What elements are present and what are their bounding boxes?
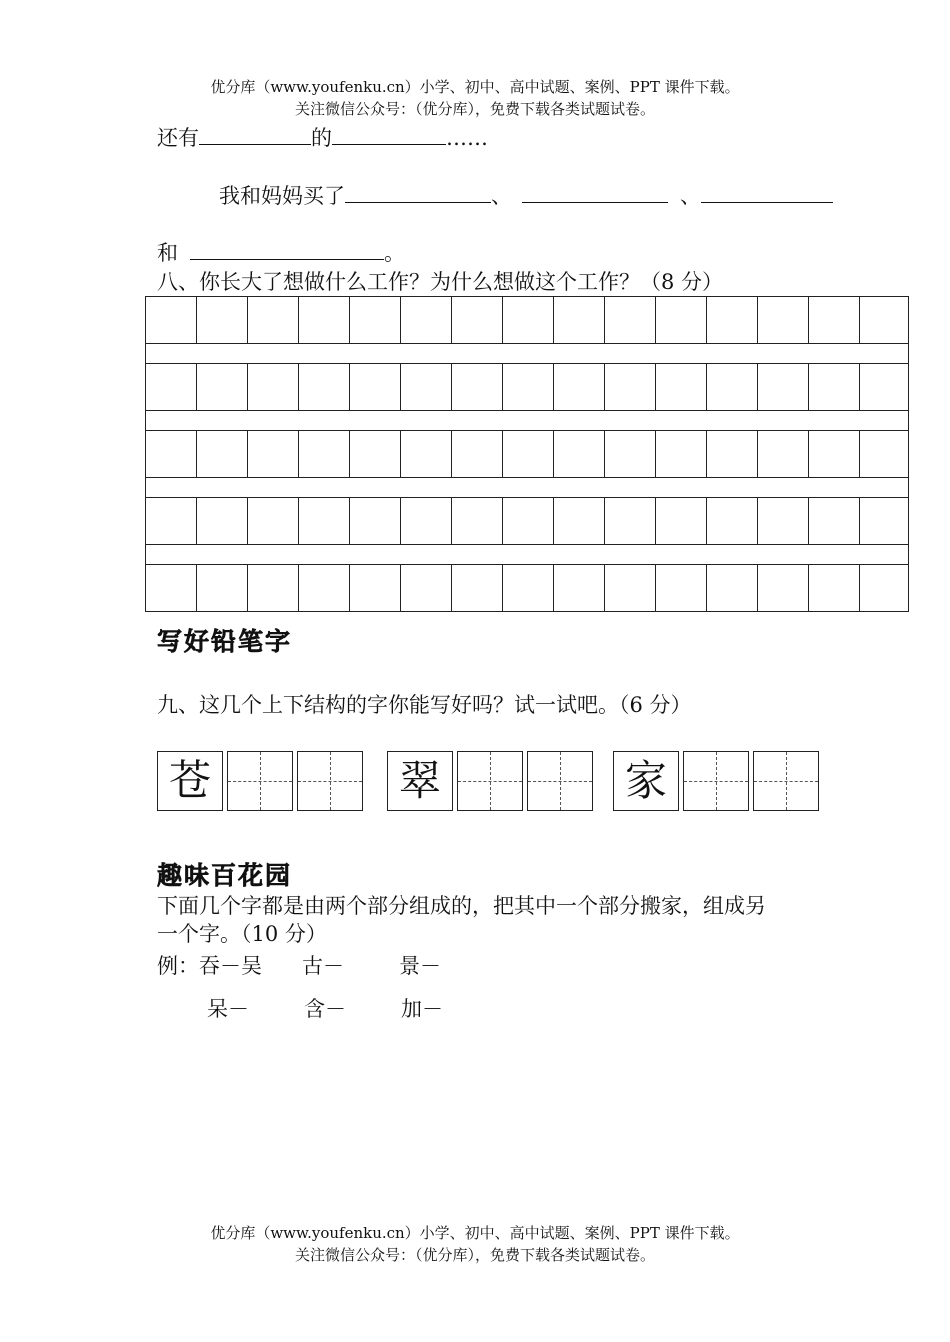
grid-cell[interactable] — [350, 364, 401, 411]
q10-item[interactable]: 景－ — [399, 954, 441, 978]
fill-text-bought: 我和妈妈买了 — [219, 184, 345, 208]
q8-title: 八、你长大了想做什么工作？为什么想做这个工作？（8 分） — [157, 270, 724, 294]
grid-cell[interactable] — [248, 498, 299, 545]
q10-example-row — [157, 951, 441, 981]
grid-cell[interactable] — [503, 297, 554, 344]
grid-cell[interactable] — [350, 565, 401, 612]
grid-cell[interactable] — [503, 565, 554, 612]
grid-cell[interactable] — [656, 431, 707, 478]
grid-cell[interactable] — [452, 498, 503, 545]
grid-cell[interactable] — [146, 565, 197, 612]
grid-cell[interactable] — [299, 431, 350, 478]
grid-cell[interactable] — [707, 431, 758, 478]
grid-cell[interactable] — [554, 297, 605, 344]
grid-cell[interactable] — [197, 431, 248, 478]
grid-cell[interactable] — [605, 364, 656, 411]
blank-4[interactable] — [522, 178, 668, 203]
grid-cell[interactable] — [707, 364, 758, 411]
blank-3[interactable] — [345, 178, 491, 203]
blank-5[interactable] — [701, 178, 833, 203]
grid-cell[interactable] — [299, 297, 350, 344]
section-heading-garden: 趣味百花园 — [157, 861, 293, 890]
grid-cell[interactable] — [401, 565, 452, 612]
grid-spacer-row — [146, 545, 909, 565]
tianzige-practice-box[interactable] — [527, 751, 593, 811]
header-line-1: 优分库（www.youfenku.cn）小学、初中、高中试题、案例、PPT 课件下载。 — [210, 78, 740, 96]
grid-cell[interactable] — [401, 364, 452, 411]
grid-cell[interactable] — [503, 431, 554, 478]
q10-instruction-2: 一个字。（10 分） — [157, 922, 327, 946]
grid-cell[interactable] — [554, 364, 605, 411]
grid-cell[interactable] — [860, 297, 909, 344]
grid-cell[interactable] — [860, 565, 909, 612]
grid-cell[interactable] — [197, 297, 248, 344]
fill-text-he: 和 — [157, 241, 178, 265]
grid-row — [146, 431, 909, 478]
blank-6[interactable] — [190, 235, 384, 260]
grid-cell[interactable] — [146, 364, 197, 411]
tianzige-model-box — [387, 751, 453, 811]
grid-cell[interactable] — [554, 565, 605, 612]
example-pair: 吞－吴 — [199, 954, 262, 978]
q9-title: 九、这几个上下结构的字你能写好吗？试一试吧。（6 分） — [157, 693, 692, 717]
grid-cell[interactable] — [299, 364, 350, 411]
model-char-1: 苍 — [158, 752, 222, 810]
grid-row — [146, 364, 909, 411]
grid-cell[interactable] — [554, 431, 605, 478]
grid-cell[interactable] — [758, 297, 809, 344]
grid-spacer-row — [146, 478, 909, 498]
q10-item[interactable]: 呆－ — [207, 997, 249, 1021]
header-line-2: 关注微信公众号：（优分库），免费下载各类试题试卷。 — [294, 100, 655, 118]
grid-cell[interactable] — [809, 565, 860, 612]
grid-cell[interactable] — [707, 498, 758, 545]
grid-cell[interactable] — [860, 498, 909, 545]
tianzige-row — [157, 751, 822, 813]
tianzige-practice-box[interactable] — [683, 751, 749, 811]
fill-line-1 — [157, 120, 488, 153]
grid-cell[interactable] — [452, 364, 503, 411]
grid-cell[interactable] — [248, 431, 299, 478]
grid-cell[interactable] — [452, 431, 503, 478]
grid-cell[interactable] — [401, 431, 452, 478]
grid-cell[interactable] — [248, 297, 299, 344]
section-heading-pencil: 写好铅笔字 — [157, 627, 293, 656]
blank-1[interactable] — [199, 120, 311, 145]
grid-cell[interactable] — [197, 364, 248, 411]
grid-cell[interactable] — [452, 297, 503, 344]
grid-cell[interactable] — [605, 498, 656, 545]
tianzige-model-box — [157, 751, 223, 811]
grid-cell[interactable] — [401, 297, 452, 344]
tianzige-model-box — [613, 751, 679, 811]
q10-item[interactable]: 加－ — [401, 997, 443, 1021]
separator-1: 、 — [491, 184, 512, 208]
fill-text-haiyou: 还有 — [157, 126, 199, 150]
model-char-2: 翠 — [388, 752, 452, 810]
fill-text-ellipsis: …… — [446, 126, 488, 150]
grid-cell[interactable] — [350, 431, 401, 478]
grid-cell[interactable] — [656, 498, 707, 545]
model-char-3: 家 — [614, 752, 678, 810]
writing-grid — [145, 296, 909, 612]
grid-cell[interactable] — [350, 498, 401, 545]
grid-cell[interactable] — [605, 565, 656, 612]
grid-cell[interactable] — [248, 565, 299, 612]
grid-cell[interactable] — [299, 498, 350, 545]
grid-spacer-row — [146, 344, 909, 364]
grid-cell[interactable] — [758, 364, 809, 411]
tianzige-practice-box[interactable] — [227, 751, 293, 811]
grid-cell[interactable] — [146, 431, 197, 478]
grid-cell[interactable] — [860, 431, 909, 478]
grid-cell[interactable] — [656, 565, 707, 612]
fill-line-3 — [157, 235, 405, 268]
separator-2: 、 — [680, 184, 701, 208]
grid-cell[interactable] — [758, 431, 809, 478]
fill-line-2 — [219, 178, 833, 211]
grid-cell[interactable] — [656, 364, 707, 411]
grid-cell[interactable] — [758, 565, 809, 612]
footer-line-1: 优分库（www.youfenku.cn）小学、初中、高中试题、案例、PPT 课件下载。 — [210, 1224, 740, 1242]
q10-item[interactable]: 古－ — [302, 954, 344, 978]
grid-cell[interactable] — [197, 498, 248, 545]
grid-cell[interactable] — [656, 297, 707, 344]
grid-row — [146, 498, 909, 545]
footer-line-2: 关注微信公众号：（优分库），免费下载各类试题试卷。 — [294, 1246, 655, 1264]
grid-cell[interactable] — [503, 498, 554, 545]
fill-text-de: 的 — [311, 126, 332, 150]
grid-row — [146, 297, 909, 344]
grid-cell[interactable] — [146, 498, 197, 545]
tianzige-practice-box[interactable] — [297, 751, 363, 811]
grid-cell[interactable] — [707, 297, 758, 344]
grid-cell[interactable] — [248, 364, 299, 411]
grid-cell[interactable] — [809, 431, 860, 478]
grid-cell[interactable] — [605, 431, 656, 478]
grid-cell[interactable] — [605, 297, 656, 344]
grid-cell[interactable] — [503, 364, 554, 411]
q10-item[interactable]: 含－ — [304, 997, 346, 1021]
grid-cell[interactable] — [554, 498, 605, 545]
q10-row-2 — [207, 994, 443, 1024]
fill-text-period: 。 — [384, 241, 405, 265]
grid-cell[interactable] — [809, 364, 860, 411]
grid-spacer-row — [146, 411, 909, 431]
q10-instruction-1: 下面几个字都是由两个部分组成的，把其中一个部分搬家，组成另 — [157, 894, 766, 918]
blank-2[interactable] — [332, 120, 446, 145]
grid-cell[interactable] — [197, 565, 248, 612]
grid-cell[interactable] — [401, 498, 452, 545]
grid-cell[interactable] — [860, 364, 909, 411]
grid-cell[interactable] — [146, 297, 197, 344]
grid-cell[interactable] — [809, 498, 860, 545]
tianzige-practice-box[interactable] — [457, 751, 523, 811]
grid-cell[interactable] — [299, 565, 350, 612]
grid-cell[interactable] — [758, 498, 809, 545]
example-label: 例： — [157, 954, 199, 978]
tianzige-practice-box[interactable] — [753, 751, 819, 811]
grid-cell[interactable] — [707, 565, 758, 612]
grid-cell[interactable] — [809, 297, 860, 344]
grid-cell[interactable] — [350, 297, 401, 344]
grid-row — [146, 565, 909, 612]
grid-cell[interactable] — [452, 565, 503, 612]
